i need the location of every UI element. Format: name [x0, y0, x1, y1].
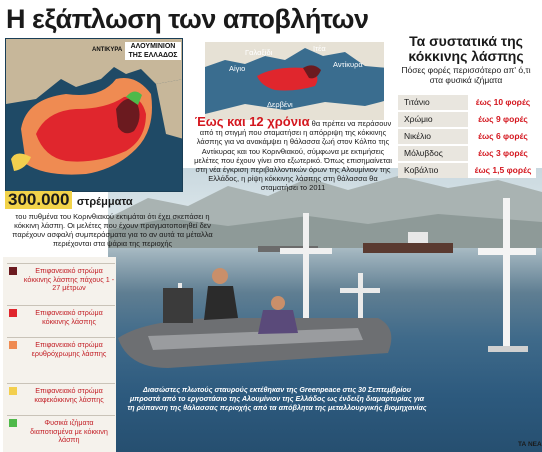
area-number: 300.000: [5, 191, 72, 209]
recovery-paragraph: [193, 114, 393, 193]
legend-label: Επιφανειακό στρώμα κόκκινης λάσπης πάχους 1 - 27 μέτρων: [23, 266, 115, 292]
element-value: έως 10 φορές: [468, 95, 536, 110]
table-row: [398, 146, 536, 161]
components-table: [398, 95, 536, 180]
label-aigio: Αίγιο: [229, 64, 246, 73]
legend-label: Επιφανειακό στρώμα κόκκινης λάσπης: [35, 308, 103, 326]
photo-caption: Διασώστες πλωτούς σταυρούς εκτέθηκαν της Greenpeace στις 30 Σεπτεμβρίου μπροστά από το εργοστάσιο της Αλουμίνιον της Ελλάδος ως ένδειξη διαμαρτυρίας για τη ρύπανση της θάλασσας περιοχής από τα απόβλητα της μεταλλουργικής βιομηχανίας: [127, 385, 427, 412]
legend-item: [7, 383, 115, 413]
element-name: Κοβάλτιο: [398, 163, 468, 178]
legend-item: [7, 263, 115, 301]
page-title: Η εξάπλωση των αποβλήτων: [6, 4, 369, 34]
legend-swatch: [9, 267, 17, 275]
element-value: έως 9 φορές: [468, 112, 536, 127]
corinth-gulf-map: [5, 38, 183, 192]
legend-item: [7, 337, 115, 381]
aluminium-label: ΑΛΟΥΜΙΝΙΟΝ ΤΗΣ ΕΛΛΑΔΟΣ: [125, 42, 181, 60]
legend-item: [7, 415, 115, 449]
legend-swatch: [9, 341, 17, 349]
antikyra-label: ΑΝΤΙΚΥΡΑ: [92, 47, 123, 53]
area-unit: στρέμματα: [76, 196, 133, 208]
table-row: [398, 163, 536, 178]
table-row: [398, 129, 536, 144]
recovery-highlight: Έως και 12 χρόνια: [194, 114, 310, 129]
element-name: Μόλυβδος: [398, 146, 468, 161]
legend-label: Επιφανειακό στρώμα ερυθρόχρωμης λάσπης: [31, 340, 107, 358]
legend-swatch: [9, 387, 17, 395]
label-itea: Ιτέα: [313, 44, 326, 53]
table-row: [398, 112, 536, 127]
legend-swatch: [9, 309, 17, 317]
element-value: έως 6 φορές: [468, 129, 536, 144]
area-block: [5, 190, 213, 248]
legend-label: Επιφανειακό στρώμα καφεκόκκινης λάσπης: [34, 386, 104, 404]
element-name: Τιτάνιο: [398, 95, 468, 110]
label-galaxidi: Γαλαξίδι: [245, 48, 273, 57]
components-subtitle: Πόσες φορές περισσότερο απ' ό,τι στα φυσικά ιζήματα: [401, 65, 531, 85]
element-value: έως 3 φορές: [468, 146, 536, 161]
element-name: Νικέλιο: [398, 129, 468, 144]
table-row: [398, 95, 536, 110]
legend: [3, 257, 116, 452]
inset-map: [203, 40, 386, 122]
legend-item: [7, 305, 115, 335]
recovery-text: θα πρέπει να περάσουν από τη στιγμή που σταματήσει η απόρριψη της κόκκινης λάσπης για να ανακάμψει η θάλασσα ζωή στον Κόλπο της Αντίκυρας και του Κορινθιακού, σύμφωνα με εκτιμήσεις μελέτες που έχουν γίνει στο εξωτερικό. Όπως επισημαίνεται στη νέα έγκριση περιβαλλοντικών όρων της Αλουμίνιον της Ελλάδος, η ρίψη κόκκινης λάσπης στη θάλασσα θα σταματήσει το 2011: [194, 119, 392, 193]
legend-label: Φυσικά ιζήματα διαποτισμένα με κόκκινη λάσπη: [30, 418, 108, 444]
credit: ΤΑ ΝΕΑ: [518, 441, 542, 448]
legend-swatch: [9, 419, 17, 427]
element-value: έως 1,5 φορές: [468, 163, 536, 178]
area-description: του πυθμένα του Κορινθιακού εκτιμάται ότι έχει σκεπάσει η κόκκινη λάσπη. Οι μελέτες που έχουν πραγματοποιηθεί δεν παρέχουν ασφαλή συμπεράσματα για το αν αυτά τα μέταλλα περιέχονται στα ψάρια της περιοχής: [12, 212, 213, 248]
element-name: Χρώμιο: [398, 112, 468, 127]
components-title: Τα συστατικά της κόκκινης λάσπης: [408, 33, 524, 64]
label-derveni: Δερβένι: [267, 100, 293, 109]
label-antikyra: Αντίκυρα: [333, 60, 363, 69]
